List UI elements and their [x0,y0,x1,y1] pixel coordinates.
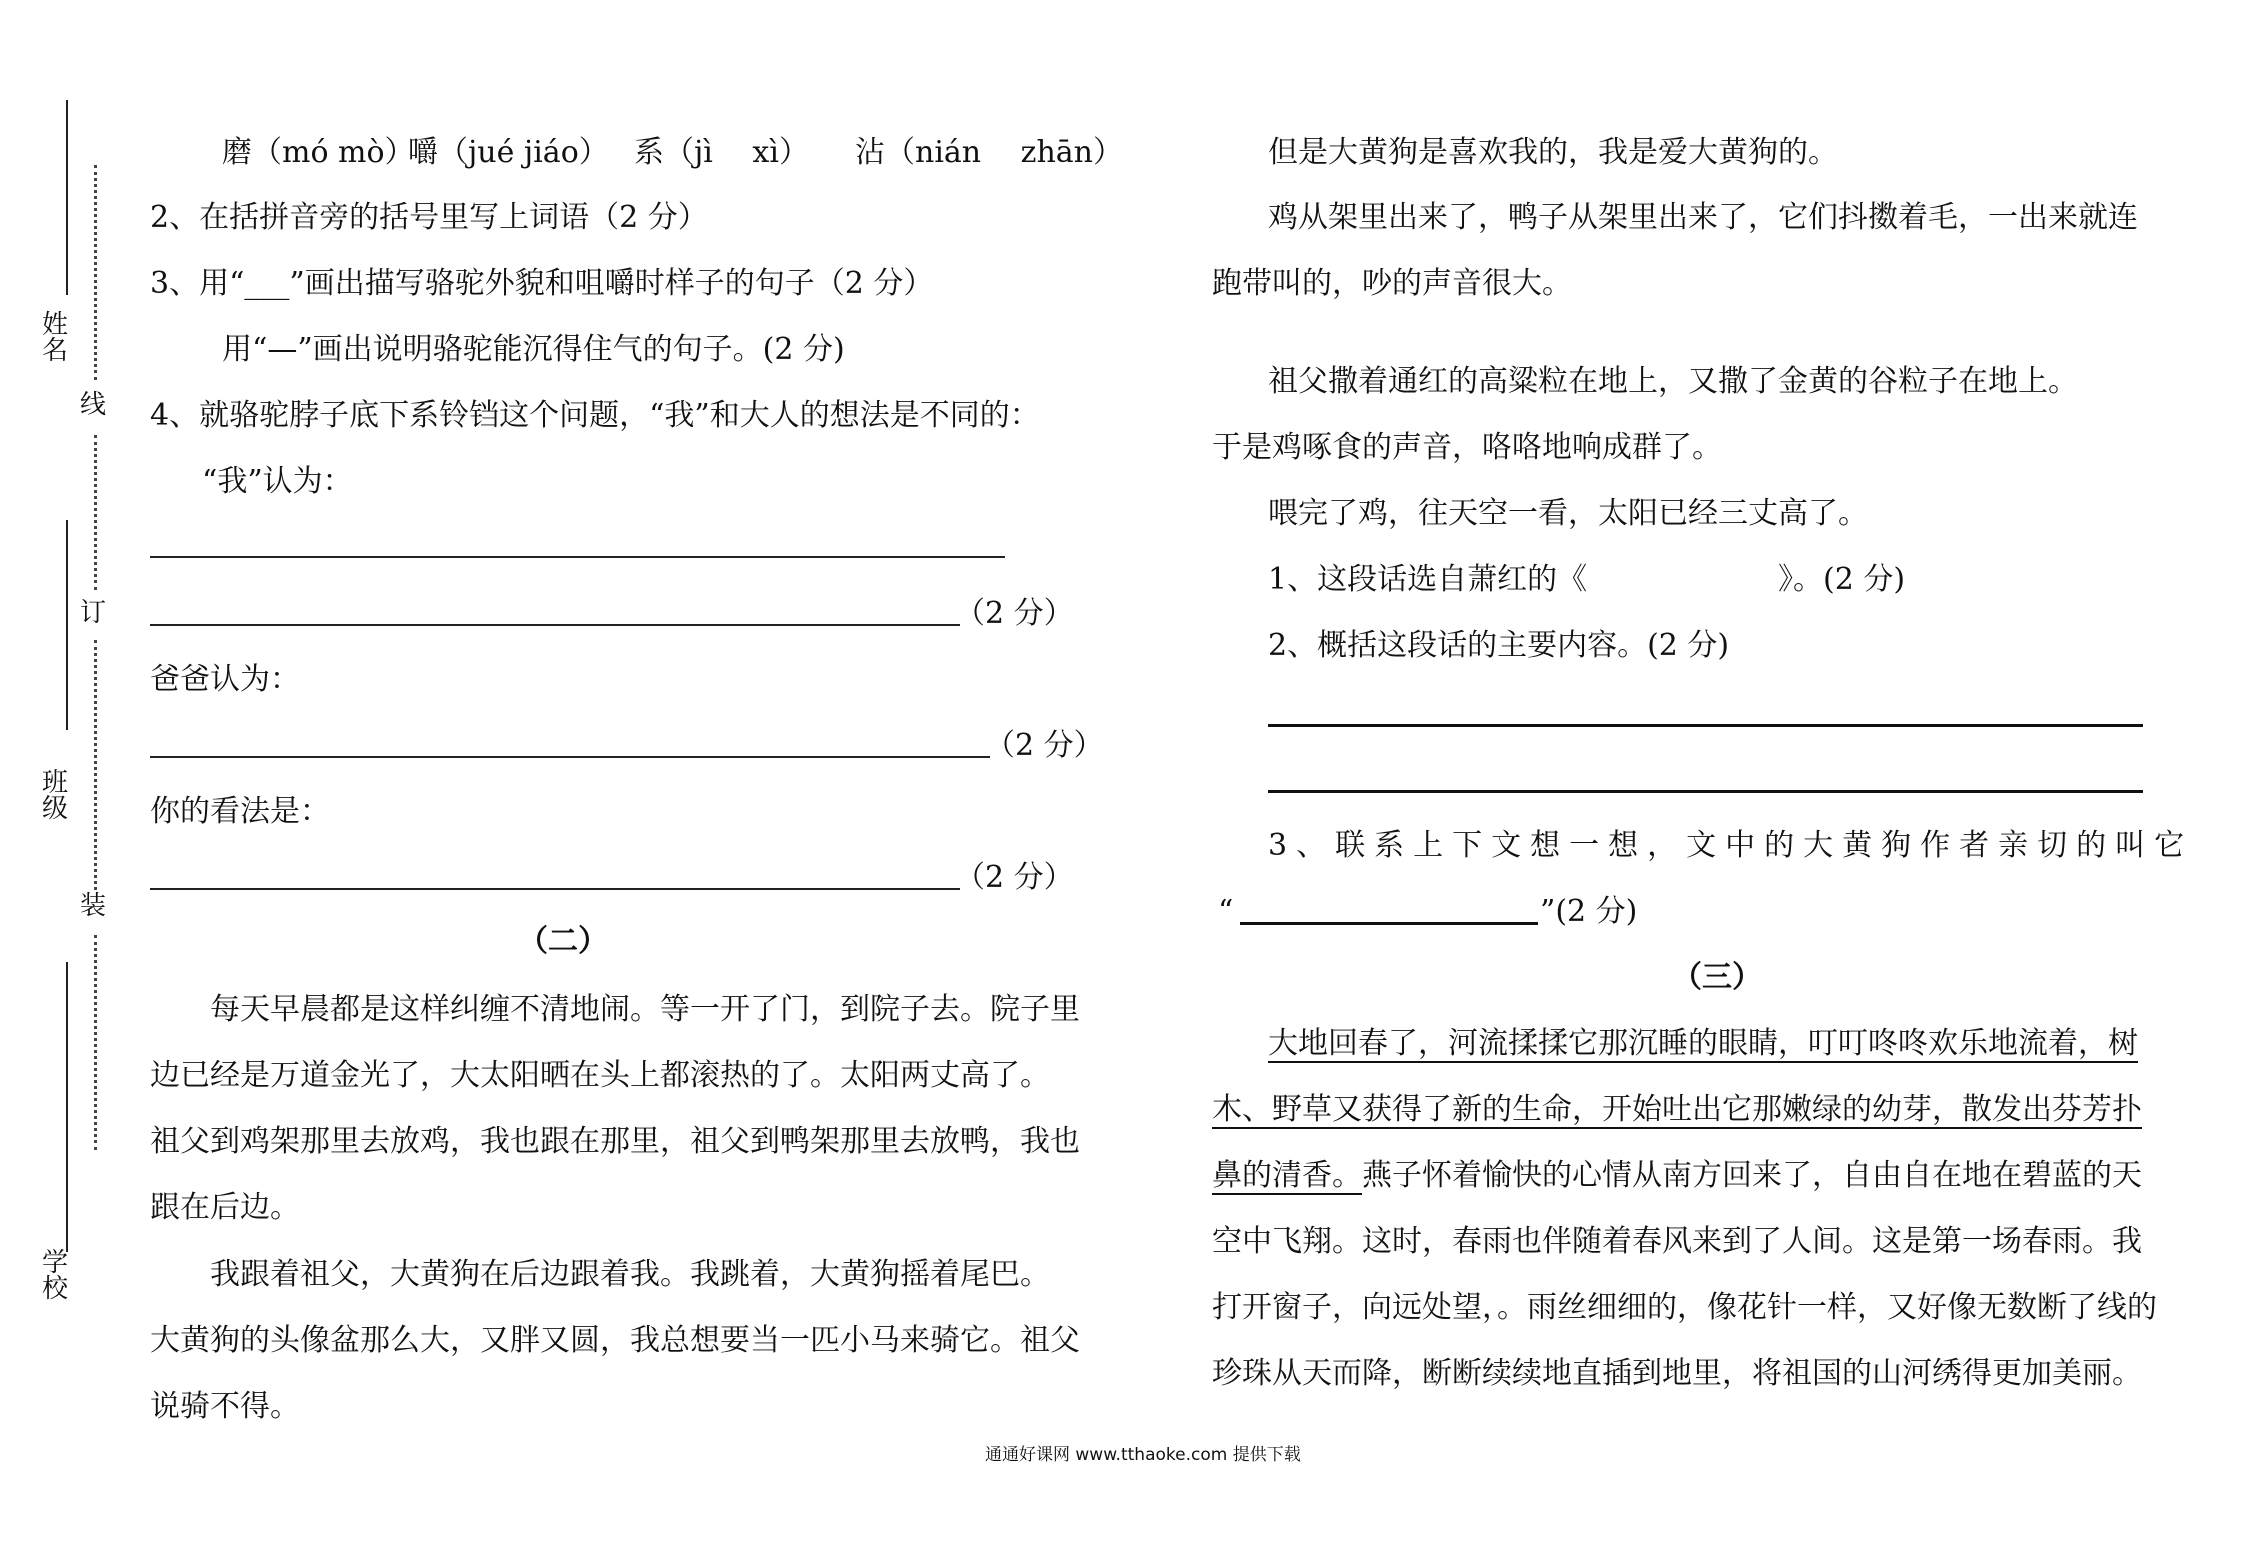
pinyin-item-nian: 沾（nián zhān） [855,135,1123,170]
right-p4-line-1: 祖父撒着通红的高粱粒在地上，又撒了金黄的谷粒子在地上。 [1268,364,2078,399]
answer-line-wo-1[interactable] [150,556,1005,558]
binding-dotted-line-1 [94,165,97,380]
margin-line-name [66,520,68,730]
question-4: 4、就骆驼脖子底下系铃铛这个问题，“我”和大人的想法是不同的： [150,398,1040,433]
right-p3-line-1: 鸡从架里出来了，鸭子从架里出来了，它们抖擞着毛，一出来就连 [1268,200,2138,235]
question-2: 2、在括拼音旁的括号里写上词语（2 分） [150,200,708,235]
passage-2-line-1: 每天早晨都是这样纠缠不清地闹。等一开了门，到院子去。院子里 [210,992,1080,1027]
name-label: 姓名 [41,310,68,366]
passage-3-line-2: 木、野草又获得了新的生命，开始吐出它那嫩绿的幼芽，散发出芬芳扑 [1212,1092,2142,1127]
section-3-heading: （三） [1672,960,1762,995]
score-wo: （2 分） [955,596,1074,631]
passage-3-line-5: 打开窗子，向远处望，。雨丝细细的，像花针一样，又好像无数断了线的 [1212,1290,2157,1325]
right-question-1a: 1、这段话选自萧红的《 [1268,562,1588,597]
score-ni: （2 分） [955,860,1074,895]
answer-line-summary-1[interactable] [1268,724,2143,727]
passage-3-line-6: 珍珠从天而降，断断续续地直插到地里，将祖国的山河绣得更加美丽。 [1212,1356,2142,1391]
right-line-1: 但是大黄狗是喜欢我的，我是爱大黄狗的。 [1268,135,1838,170]
binding-label-line: 线 [79,390,106,420]
passage-2b-line-2: 大黄狗的头像盆那么大，又胖又圆，我总想要当一匹小马来骑它。祖父 [150,1323,1080,1358]
right-question-3a: 3、联系上下文想一想，文中的大黄狗作者亲切的叫它 [1268,828,2194,863]
ni-label: 你的看法是： [150,794,330,829]
class-label: 班级 [41,768,68,824]
question-3b: 用“—”画出说明骆驼能沉得住气的句子。(2 分) [222,332,845,367]
binding-label-zhuang: 装 [79,891,106,921]
wo-label: “我”认为： [202,464,353,499]
score-baba: （2 分） [985,728,1104,763]
question-3a: 3、用“___”画出描写骆驼外貌和咀嚼时样子的句子（2 分） [150,266,934,301]
school-label: 学校 [41,1248,68,1304]
binding-dotted-line-4 [94,935,97,1150]
right-question-1b: 》。(2 分) [1778,562,1906,597]
passage-2b-line-1: 我跟着祖父，大黄狗在后边跟着我。我跳着，大黄狗摇着尾巴。 [210,1257,1050,1292]
right-p3-line-2: 跑带叫的，吵的声音很大。 [1212,266,1572,301]
passage-3-line-3 [1212,1156,2142,1196]
passage-2-line-2: 边已经是万道金光了，大太阳晒在头上都滚热的了。太阳两丈高了。 [150,1058,1050,1093]
binding-label-ding: 订 [79,598,106,628]
right-line-5: 喂完了鸡，往天空一看，太阳已经三丈高了。 [1268,496,1868,531]
binding-dotted-line-2 [94,435,97,590]
baba-label: 爸爸认为： [150,662,300,697]
answer-line-summary-2[interactable] [1268,790,2143,793]
passage-3-line-1: 大地回春了，河流揉揉它那沉睡的眼睛，叮叮咚咚欢乐地流着，树 [1268,1026,2138,1061]
passage-2-line-4: 跟在后边。 [150,1190,300,1225]
answer-line-dog-name[interactable] [1240,922,1538,925]
pinyin-item-ji: 系（jì xì） [634,135,809,170]
passage-3-line-3-rest: 燕子怀着愉快的心情从南方回来了，自由自在地在碧蓝的天 [1362,1158,2142,1193]
right-question-3-open: “ [1218,894,1234,929]
answer-line-baba[interactable] [150,756,990,758]
passage-3-underlined-end: 鼻的清香。 [1212,1158,1362,1193]
pinyin-item-jue: 嚼（jué jiáo） [408,135,609,170]
binding-dotted-line-3 [94,640,97,890]
footer-credit: 通通好课网 www.tthaoke.com 提供下载 [985,1445,1301,1465]
right-question-2: 2、概括这段话的主要内容。(2 分) [1268,628,1730,663]
passage-3-line-4: 空中飞翔。这时，春雨也伴随着春风来到了人间。这是第一场春雨。我 [1212,1224,2142,1259]
right-p4-line-2: 于是鸡啄食的声音，咯咯地响成群了。 [1212,430,1722,465]
answer-line-wo-2[interactable] [150,624,960,626]
pinyin-item-mo: 磨（mó mò） [222,135,415,170]
passage-2b-line-3: 说骑不得。 [150,1389,300,1424]
answer-line-ni[interactable] [150,888,960,890]
margin-line-class [66,962,68,1252]
section-2-heading: （二） [518,924,608,959]
margin-line-top [66,100,68,295]
passage-2-line-3: 祖父到鸡架那里去放鸡，我也跟在那里，祖父到鸭架那里去放鸭，我也 [150,1124,1080,1159]
right-question-3-close: ”(2 分) [1540,894,1638,929]
